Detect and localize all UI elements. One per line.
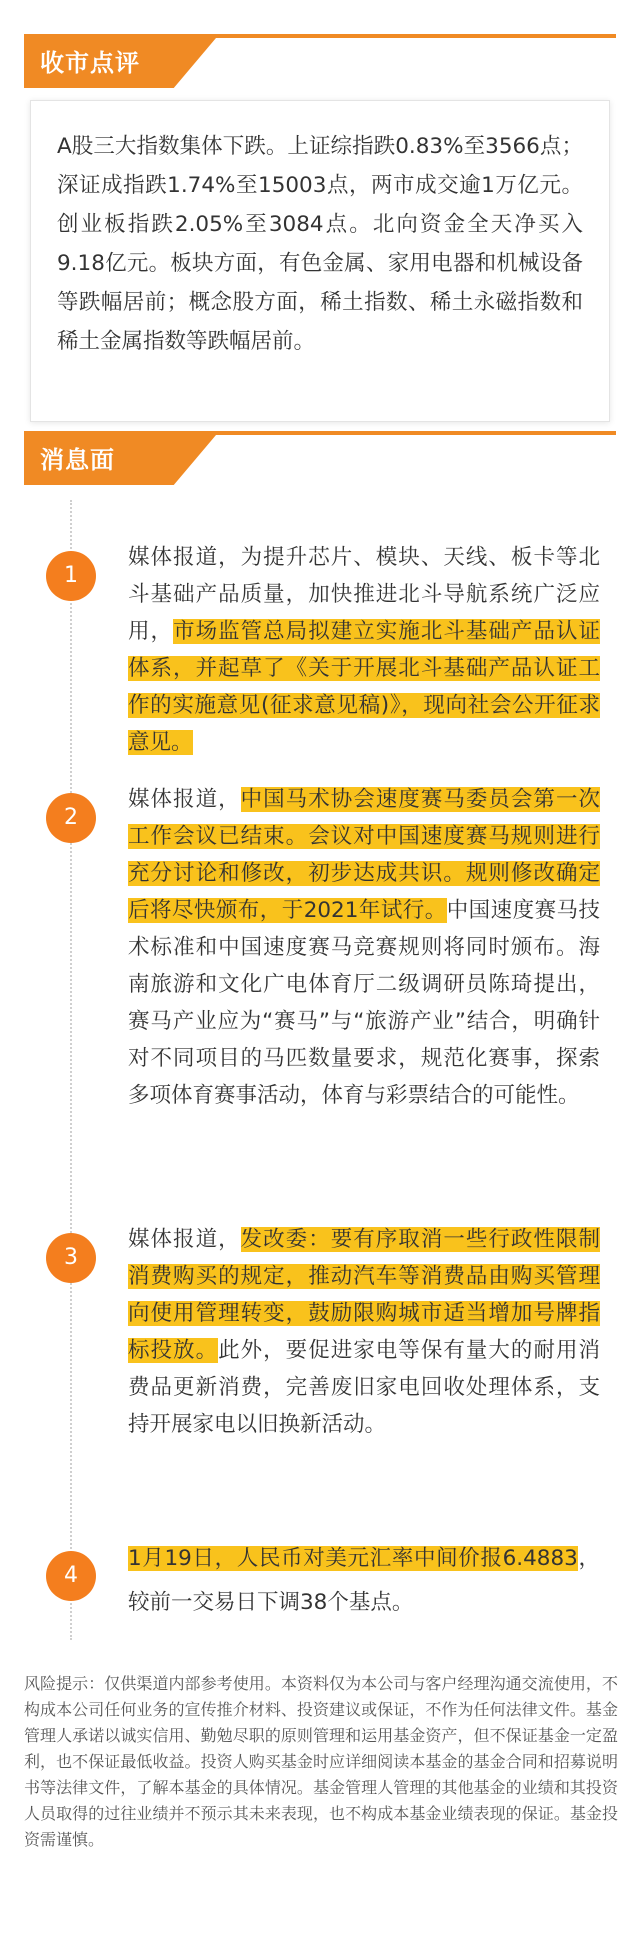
news-text-highlight: 中国马术协会速度赛马委员会第一次工作会议已结束。会议对中国速度赛马规则进行充分讨论和修改，初步达成共识。规则修改确定后将尽快颁布，于2021年试行。 bbox=[128, 787, 600, 923]
news-text-plain: 此外，要促进家电等保有量大的耐用消费品更新消费，完善废旧家电回收处理体系，支持开展家电以旧换新活动。 bbox=[128, 1338, 600, 1437]
summary-section-header bbox=[24, 34, 616, 92]
market-summary-card bbox=[30, 100, 610, 422]
news-text bbox=[128, 1537, 600, 1625]
news-number-badge: 4 bbox=[46, 1551, 96, 1601]
news-text bbox=[128, 539, 600, 761]
news-section-title: 消息面 bbox=[40, 446, 115, 474]
news-text bbox=[128, 781, 600, 1114]
news-text-plain: 中国速度赛马技术标准和中国速度赛马竞赛规则将同时颁布。海南旅游和文化广电体育厅二级调研员陈琦提出，赛马产业应为“赛马”与“旅游产业”结合，明确针对不同项目的马匹数量要求，规范化赛事，探索多项体育赛事活动，体育与彩票结合的可能性。 bbox=[128, 898, 600, 1108]
news-text-plain: 媒体报道， bbox=[128, 1227, 241, 1252]
news-number-badge: 2 bbox=[46, 793, 96, 843]
news-text bbox=[128, 1221, 600, 1443]
risk-disclaimer: 风险提示：仅供渠道内部参考使用。本资料仅为本公司与客户经理沟通交流使用，不构成本公司任何业务的宣传推介材料、投资建议或保证，不作为任何法律文件。基金管理人承诺以诚实信用、勤勉尽职的原则管理和运用基金资产，但不保证基金一定盈利，也不保证最低收益。投资人购买基金时应详细阅读本基金的基金合同和招募说明书等法律文件，了解本基金的具体情况。基金管理人管理的其他基金的业绩和其投资人员取得的过往业绩并不预示其未来表现，也不构成本基金业绩表现的保证。基金投资需谨慎。 bbox=[24, 1674, 618, 1849]
news-text-plain: 媒体报道， bbox=[128, 787, 241, 812]
news-number-badge: 1 bbox=[46, 551, 96, 601]
news-text-highlight: 1月19日，人民币对美元汇率中间价报6.4883 bbox=[128, 1546, 578, 1571]
news-number-badge: 3 bbox=[46, 1233, 96, 1283]
timeline-line bbox=[70, 500, 72, 1640]
news-section-header bbox=[24, 431, 616, 489]
news-text-plain: ，较前一交易日下调38个基点。 bbox=[128, 1546, 600, 1615]
news-text-highlight: 发改委：要有序取消一些行政性限制消费购买的规定，推动汽车等消费品由购买管理向使用管理转变，鼓励限购城市适当增加号牌指标投放。 bbox=[128, 1227, 600, 1363]
news-text-plain: 媒体报道，为提升芯片、模块、天线、板卡等北斗基础产品质量，加快推进北斗导航系统广泛应用， bbox=[128, 545, 600, 644]
news-text-highlight: 市场监管总局拟建立实施北斗基础产品认证体系，并起草了《关于开展北斗基础产品认证工作的实施意见(征求意见稿)》，现向社会公开征求意见。 bbox=[128, 619, 600, 755]
market-summary-text: A股三大指数集体下跌。上证综指跌0.83%至3566点；深证成指跌1.74%至15003点，两市成交逾1万亿元。创业板指跌2.05%至3084点。北向资金全天净买入9.18亿元。板块方面，有色金属、家用电器和机械设备等跌幅居前；概念股方面，稀土指数、稀土永磁指数和稀土金属指数等跌幅居前。 bbox=[57, 134, 583, 354]
summary-section-title: 收市点评 bbox=[40, 49, 140, 77]
